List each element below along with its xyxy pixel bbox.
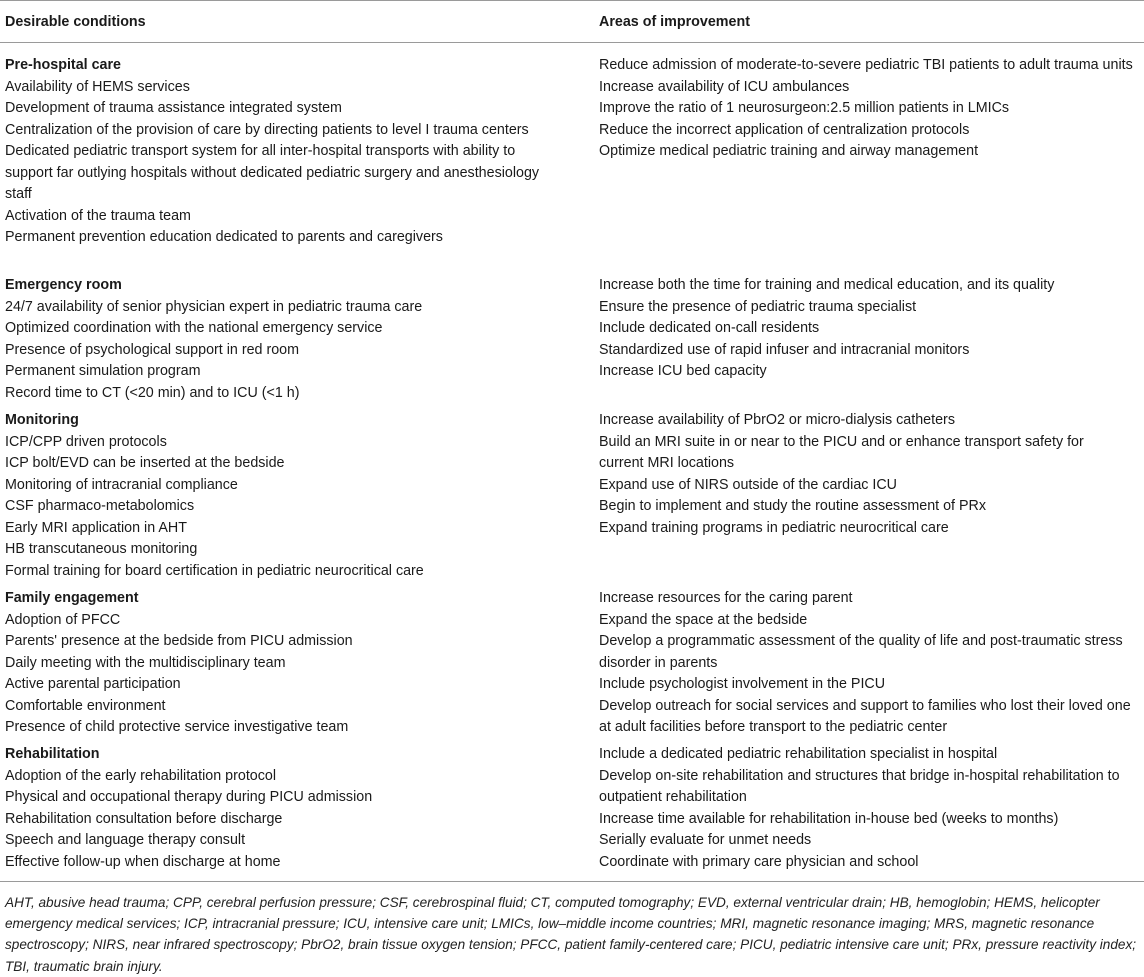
list-item: Expand the space at the bedside	[599, 611, 808, 628]
list-item: ICP/CPP driven protocols	[5, 433, 167, 450]
family-desirable	[5, 588, 575, 739]
section-title: Monitoring	[5, 412, 79, 428]
list-item: Daily meeting with the multidisciplinary team	[5, 654, 286, 671]
list-item: Adoption of PFCC	[5, 611, 121, 628]
emergency-improvement	[599, 275, 1139, 383]
list-item: Formal training for board certification in pediatric neurocritical care	[5, 562, 424, 579]
list-item: Expand training programs in pediatric neurocritical care	[599, 519, 949, 536]
section-title: Family engagement	[5, 590, 139, 606]
list-item: Increase availability of ICU ambulances	[599, 78, 850, 95]
list-item: Development of trauma assistance integrated system	[5, 100, 342, 116]
monitoring-improvement	[599, 410, 1139, 539]
list-item: Increase both the time for training and medical education, and its quality	[599, 277, 1055, 293]
list-item: Effective follow-up when discharge at home	[5, 853, 281, 870]
list-item: Centralization of the provision of care by directing patients to level I trauma centers	[5, 121, 529, 138]
list-item: Presence of psychological support in red room	[5, 341, 300, 358]
pre-hospital-desirable	[5, 55, 575, 249]
header-areas-of-improvement: Areas of improvement	[599, 14, 750, 30]
list-item: Availability of HEMS services	[5, 78, 190, 95]
list-item: Standardized use of rapid infuser and intracranial monitors	[599, 341, 970, 358]
list-item: Increase availability of PbrO2 or micro-dialysis catheters	[599, 412, 955, 428]
list-item: Reduce the incorrect application of centralization protocols	[599, 121, 970, 138]
list-item: Adoption of the early rehabilitation protocol	[5, 767, 277, 784]
emergency-desirable	[5, 275, 575, 404]
list-item: Increase resources for the caring parent	[599, 590, 853, 606]
list-item: Activation of the trauma team	[5, 207, 191, 224]
table-bottom-rule	[0, 881, 1144, 882]
list-item: CSF pharmaco-metabolomics	[5, 498, 195, 514]
list-item: Rehabilitation consultation before discharge	[5, 810, 283, 827]
monitoring-desirable	[5, 410, 575, 582]
list-item: Include psychologist involvement in the PICU	[599, 676, 886, 692]
list-item: Monitoring of intracranial compliance	[5, 476, 238, 493]
list-item: Active parental participation	[5, 676, 181, 692]
rehab-improvement	[599, 744, 1139, 873]
list-item: Presence of child protective service investigative team	[5, 719, 349, 735]
list-item: Speech and language therapy consult	[5, 832, 246, 848]
list-item: Dedicated pediatric transport system for all inter-hospital transports with ability to support far outlying hospitals without dedicated pediatric surgery and anesthesiology staff	[5, 143, 540, 202]
table-footnote: AHT, abusive head trauma; CPP, cerebral perfusion pressure; CSF, cerebrospinal fluid; CT, computed tomography; EVD, external ventricular drain; HB, hemoglobin; HEMS, helicopter emergency medical services; ICP, intracranial pressure; ICU, intensive care unit; LMICs, low–middle income countries; MRI, magnetic resonance imaging; MRS, magnetic resonance spectroscopy; NIRS, near infrared spectroscopy; PbrO2, brain tissue oxygen tension; PFCC, patient family-centered care; PICU, pediatric intensive care unit; PRx, pressure reactivity index; TBI, traumatic brain injury.	[5, 895, 1137, 974]
list-item: Develop outreach for social services and support to families who lost their loved one at adult facilities before transport to the pediatric center	[599, 697, 1131, 735]
list-item: Build an MRI suite in or near to the PICU and or enhance transport safety for current MRI locations	[599, 433, 1084, 471]
section-title: Pre-hospital care	[5, 57, 122, 73]
header-desirable-conditions: Desirable conditions	[5, 14, 146, 30]
list-item: Parents' presence at the bedside from PICU admission	[5, 633, 353, 649]
list-item: HB transcutaneous monitoring	[5, 541, 198, 557]
section-title: Rehabilitation	[5, 746, 100, 762]
table-header	[0, 0, 1144, 43]
list-item: Optimize medical pediatric training and airway management	[599, 143, 979, 159]
list-item: Begin to implement and study the routine assessment of PRx	[599, 498, 987, 514]
list-item: Ensure the presence of pediatric trauma specialist	[599, 298, 917, 315]
list-item: Record time to CT (<20 min) and to ICU (<1 h)	[5, 384, 300, 401]
list-item: Develop on-site rehabilitation and structures that bridge in-hospital rehabilitation to outpatient rehabilitation	[599, 767, 1120, 805]
pre-hospital-improvement	[599, 55, 1139, 163]
list-item: Improve the ratio of 1 neurosurgeon:2.5 million patients in LMICs	[599, 100, 1010, 116]
list-item: Physical and occupational therapy during PICU admission	[5, 789, 373, 805]
list-item: Optimized coordination with the national emergency service	[5, 320, 383, 336]
list-item: Include a dedicated pediatric rehabilitation specialist in hospital	[599, 746, 998, 762]
list-item: Increase time available for rehabilitation in-house bed (weeks to months)	[599, 810, 1059, 827]
list-item: Serially evaluate for unmet needs	[599, 832, 812, 848]
list-item: Include dedicated on-call residents	[599, 320, 820, 336]
list-item: Increase ICU bed capacity	[599, 363, 767, 379]
list-item: Expand use of NIRS outside of the cardiac ICU	[599, 476, 898, 493]
family-improvement	[599, 588, 1139, 739]
list-item: Coordinate with primary care physician and school	[599, 853, 919, 870]
list-item: Reduce admission of moderate-to-severe pediatric TBI patients to adult trauma units	[599, 57, 1133, 73]
list-item: Early MRI application in AHT	[5, 519, 187, 536]
list-item: Comfortable environment	[5, 697, 166, 714]
section-title: Emergency room	[5, 277, 122, 293]
list-item: ICP bolt/EVD can be inserted at the bedside	[5, 455, 285, 471]
list-item: Permanent prevention education dedicated to parents and caregivers	[5, 229, 443, 245]
list-item: 24/7 availability of senior physician expert in pediatric trauma care	[5, 298, 423, 315]
list-item: Permanent simulation program	[5, 363, 201, 379]
list-item: Develop a programmatic assessment of the quality of life and post-traumatic stress disorder in parents	[599, 633, 1123, 671]
rehab-desirable	[5, 744, 575, 873]
